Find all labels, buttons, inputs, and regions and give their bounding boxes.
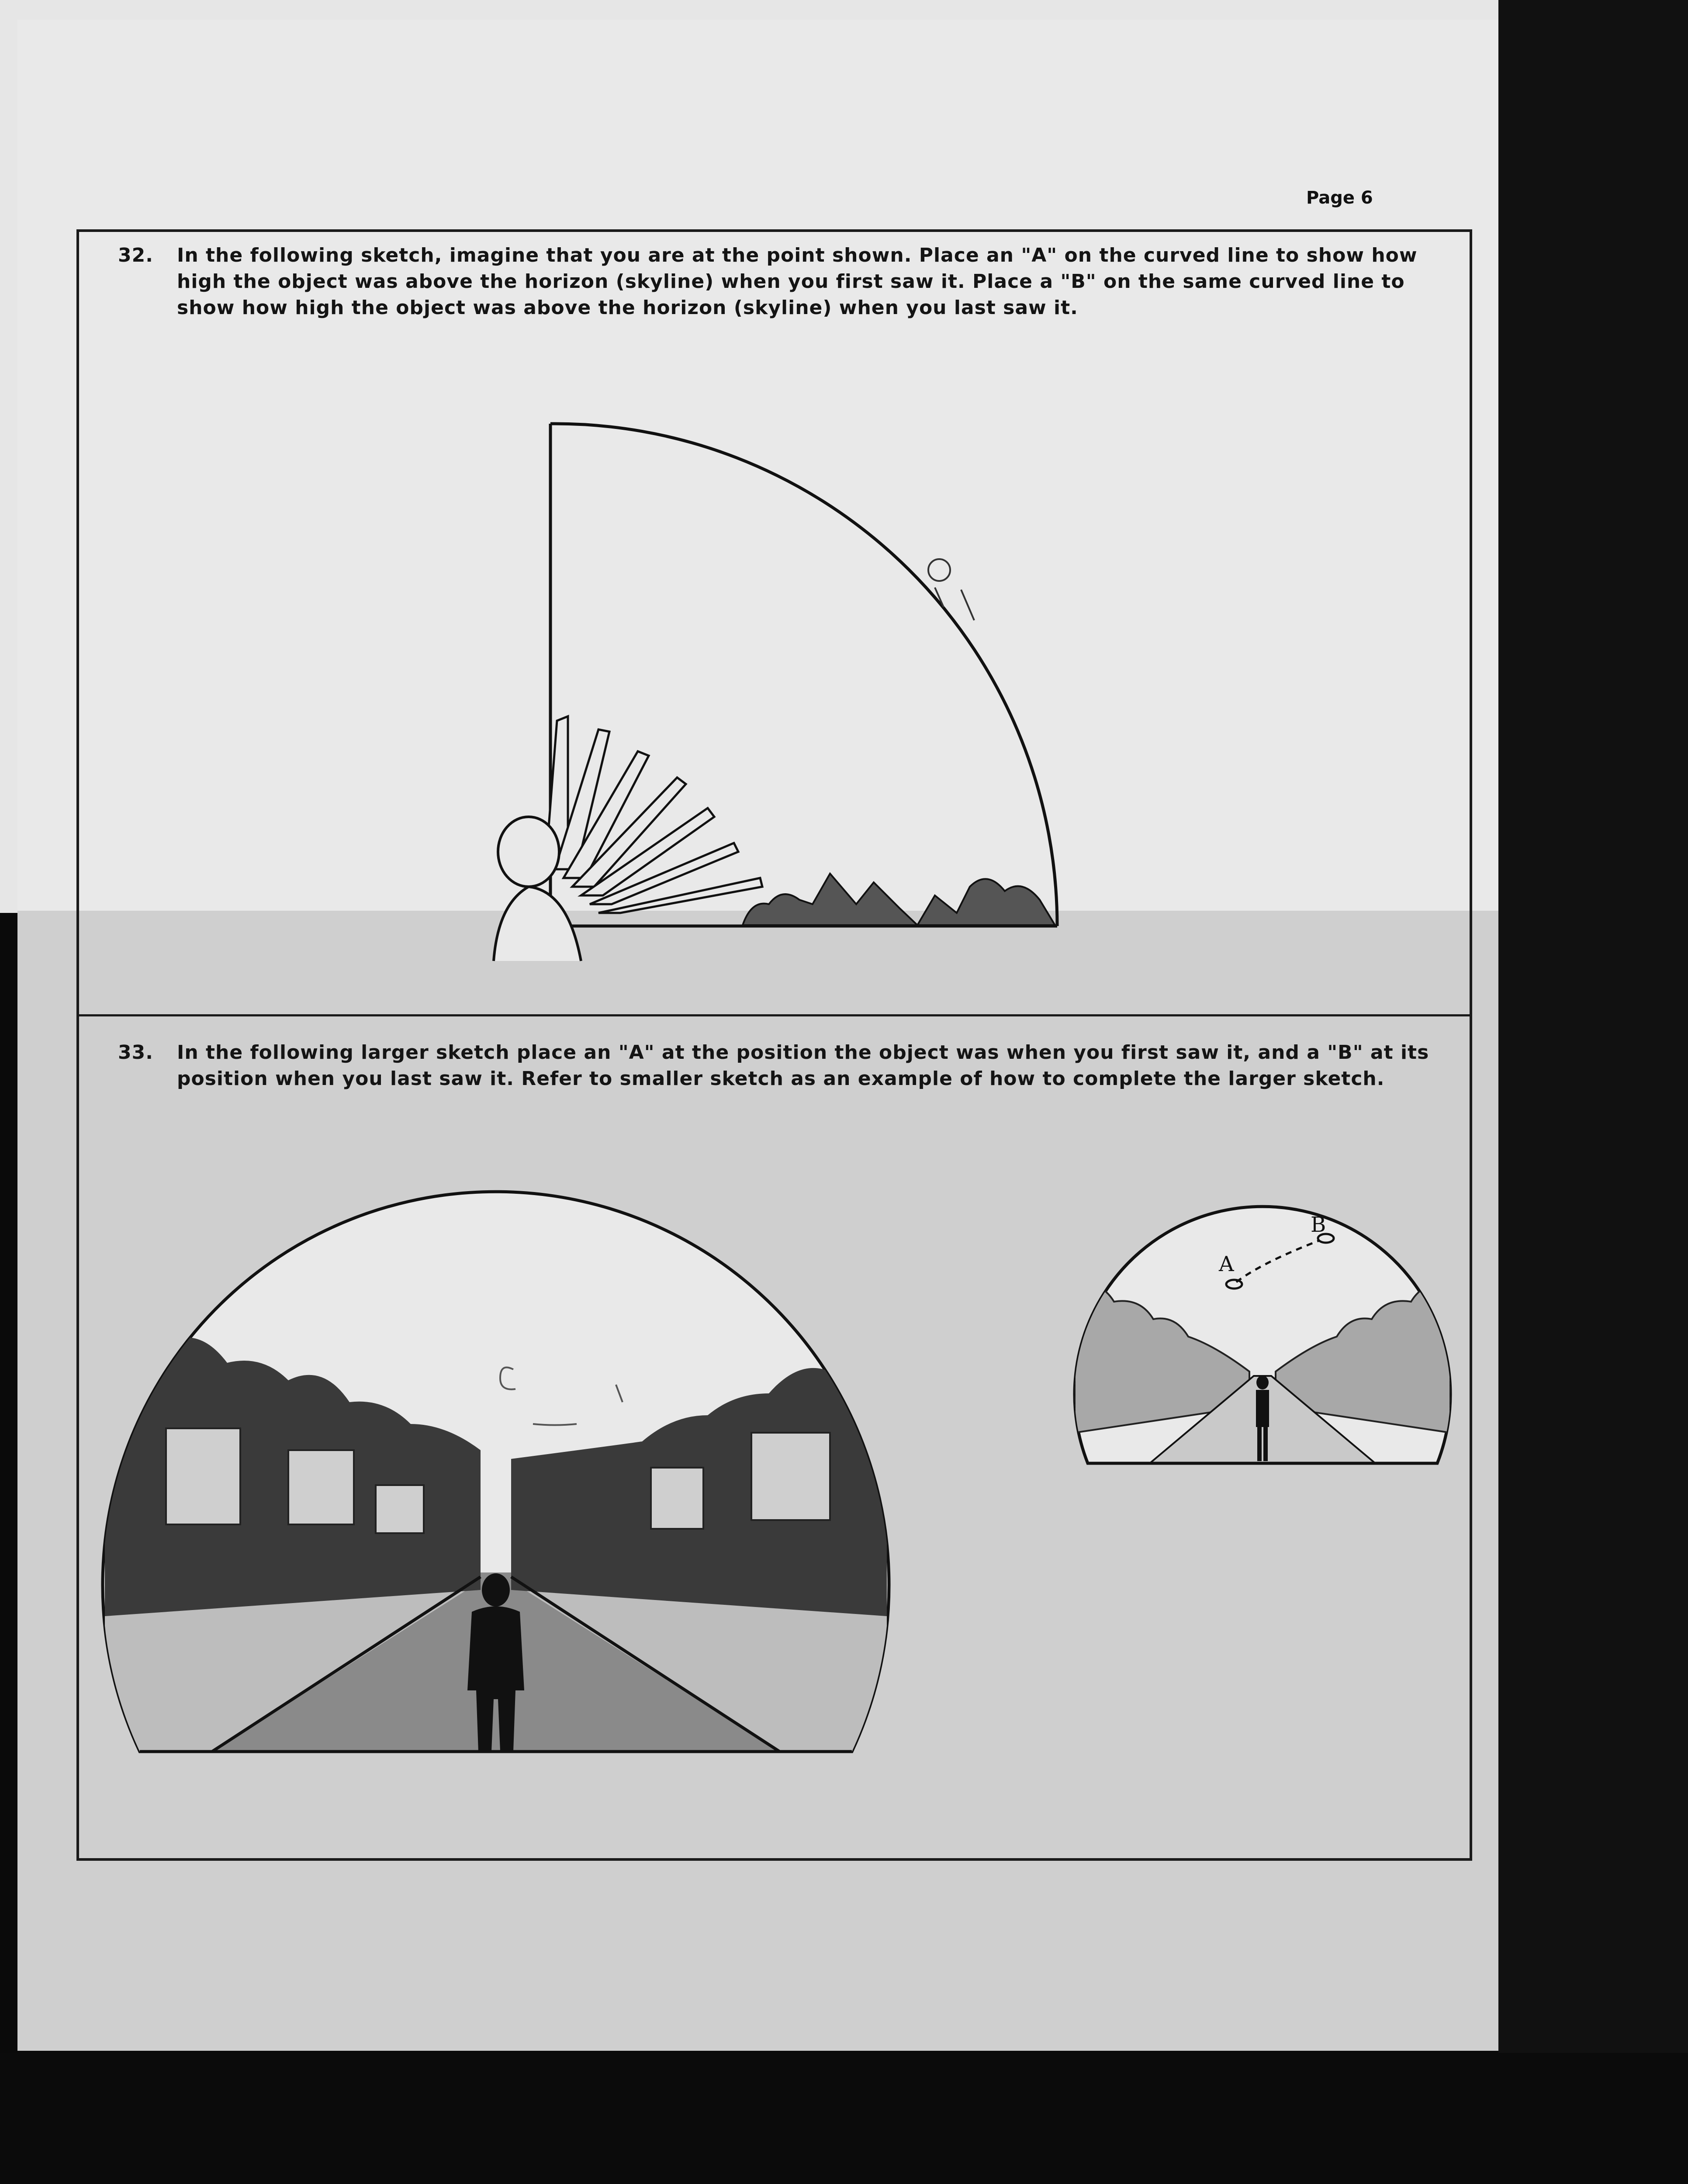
question-number: 32. [118,244,153,266]
pointing-arms [546,716,762,913]
example-label-b: B [1311,1213,1326,1237]
question-33 [118,1040,1450,1092]
question-text: In the following larger sketch place an "A" at the position the object was when you first saw it, and a "B" at its position when you last saw it. Refer to smaller sketch as an example of how to complete the larger sketch. [177,1041,1429,1090]
large-street-sketch [105,1197,887,1756]
question-32 [118,242,1429,321]
skyline-houses [743,874,1055,925]
example-sketch [1075,1206,1450,1468]
question-text: In the following sketch, imagine that you are at the point shown. Place an "A" on the curved line to show how high the object was above the horizon (skyline) when you first saw it. Place a "B" on the same curved line to show how high the object was above the horizon (skyline) when you last saw it. [177,244,1418,319]
question-divider [76,1014,1472,1016]
question-number: 33. [118,1041,153,1064]
example-label-a: A [1219,1252,1234,1276]
scan-right-border [1498,0,1688,2184]
page-number: Page 6 [1306,188,1373,208]
elevation-arc-sketch [481,415,1092,961]
handwritten-marks-q32 [928,559,974,620]
scan-bottom-border [0,2053,1688,2184]
